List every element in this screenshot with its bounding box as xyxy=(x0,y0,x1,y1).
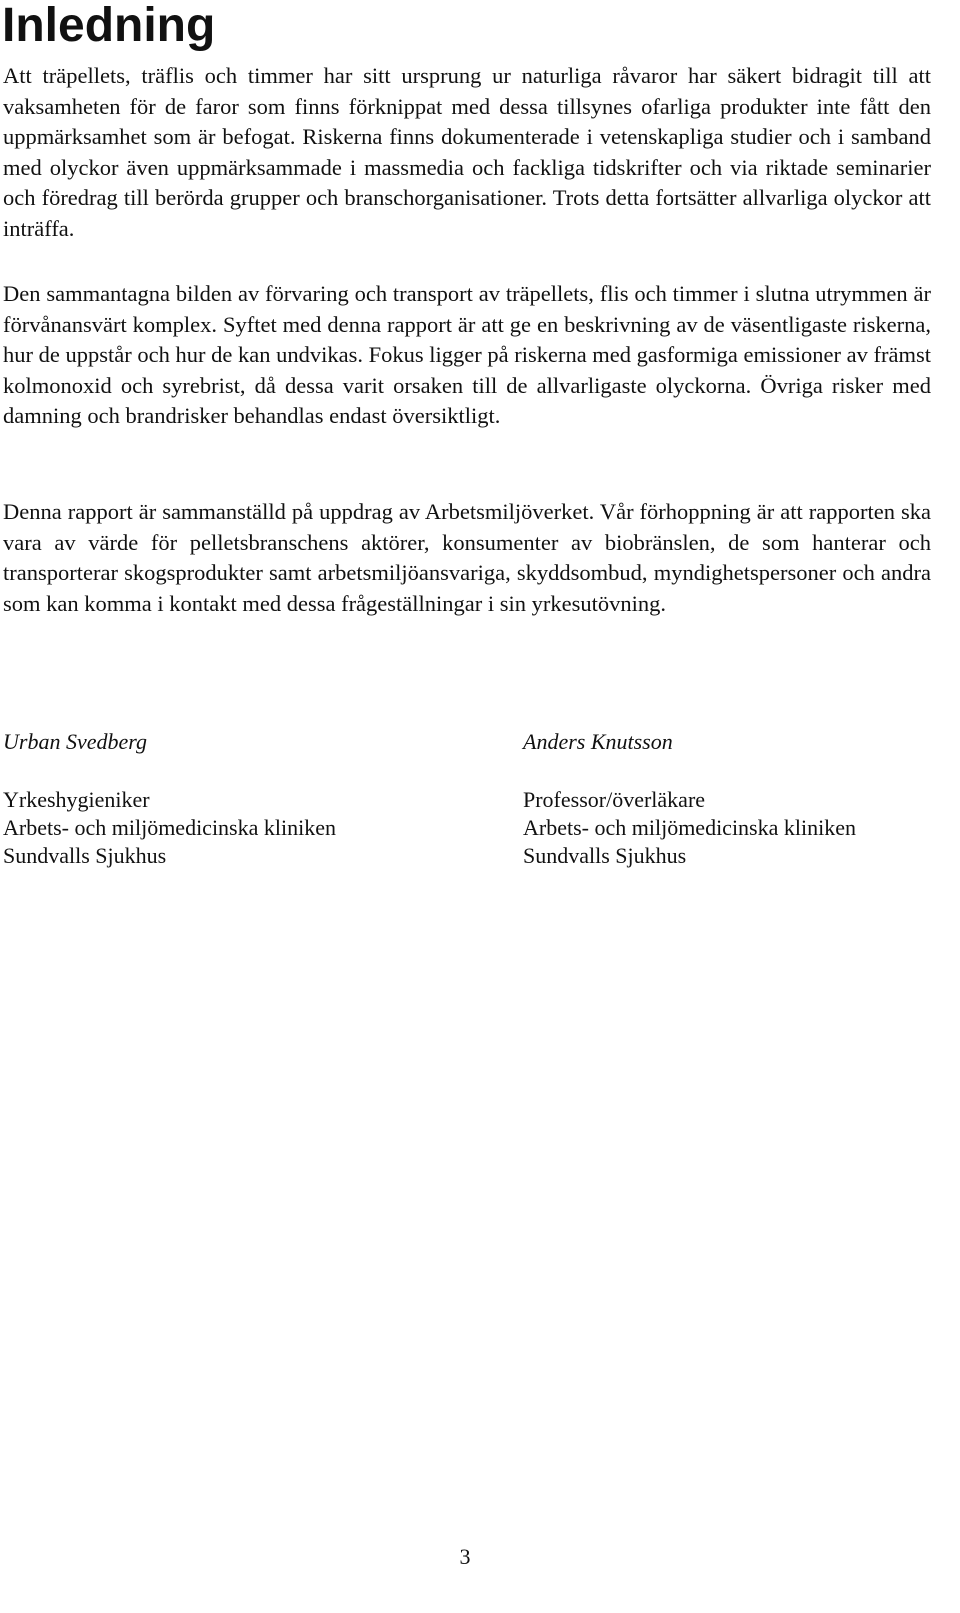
signature-block-left xyxy=(3,728,336,870)
paragraph-commission: Denna rapport är sammanställd på uppdrag av Arbetsmiljöverket. Vår förhoppning är att rapporten ska vara av värde för pelletsbranschens aktörer, konsumenter av biobränslen, de som hanterar och transporterar skogsprodukter samt arbetsmiljöansvariga, skyddsombud, myndighetspersoner och andra som kan komma i kontakt med dessa frågeställningar i sin yrkesutövning. xyxy=(3,499,931,616)
signature-hospital: Sundvalls Sjukhus xyxy=(3,843,167,868)
signature-name: Urban Svedberg xyxy=(3,729,147,754)
paragraph-intro: Att träpellets, träflis och timmer har sitt ursprung ur naturliga råvaror har säkert bidragit till att vaksamheten för de faror som finns förknippat med dessa tillsynes ofarliga produkter inte fått den uppmärksamhet som är befogat. Riskerna finns dokumenterade i vetenskapliga studier och i samband med olyckor även uppmärksammade i massmedia och fackliga tidskrifter och via riktade seminarier och föredrag till berörda grupper och branschorganisationer. Trots detta fortsätter allvarliga olyckor att inträffa. xyxy=(3,63,931,241)
paragraph-purpose: Den sammantagna bilden av förvaring och transport av träpellets, flis och timmer i slutna utrymmen är förvånansvärt komplex. Syftet med denna rapport är att ge en beskrivning av de väsentligaste riskerna, hur de uppstår och hur de kan undvikas. Fokus ligger på riskerna med gasformiga emissioner av främst kolmonoxid och syrebrist, då dessa varit orsaken till de allvarligaste olyckorna. Övriga risker med damning och brandrisker behandlas endast översiktligt. xyxy=(3,281,931,428)
signature-title: Professor/överläkare xyxy=(523,787,706,812)
signature-block-right xyxy=(523,728,856,870)
signature-hospital: Sundvalls Sjukhus xyxy=(523,843,687,868)
signature-title: Yrkeshygieniker xyxy=(3,787,150,812)
signature-department: Arbets- och miljömedicinska kliniken xyxy=(523,815,856,840)
signature-name: Anders Knutsson xyxy=(523,729,673,754)
signature-department: Arbets- och miljömedicinska kliniken xyxy=(3,815,336,840)
page-title: Inledning xyxy=(2,0,216,52)
page-number: 3 xyxy=(459,1544,471,1569)
